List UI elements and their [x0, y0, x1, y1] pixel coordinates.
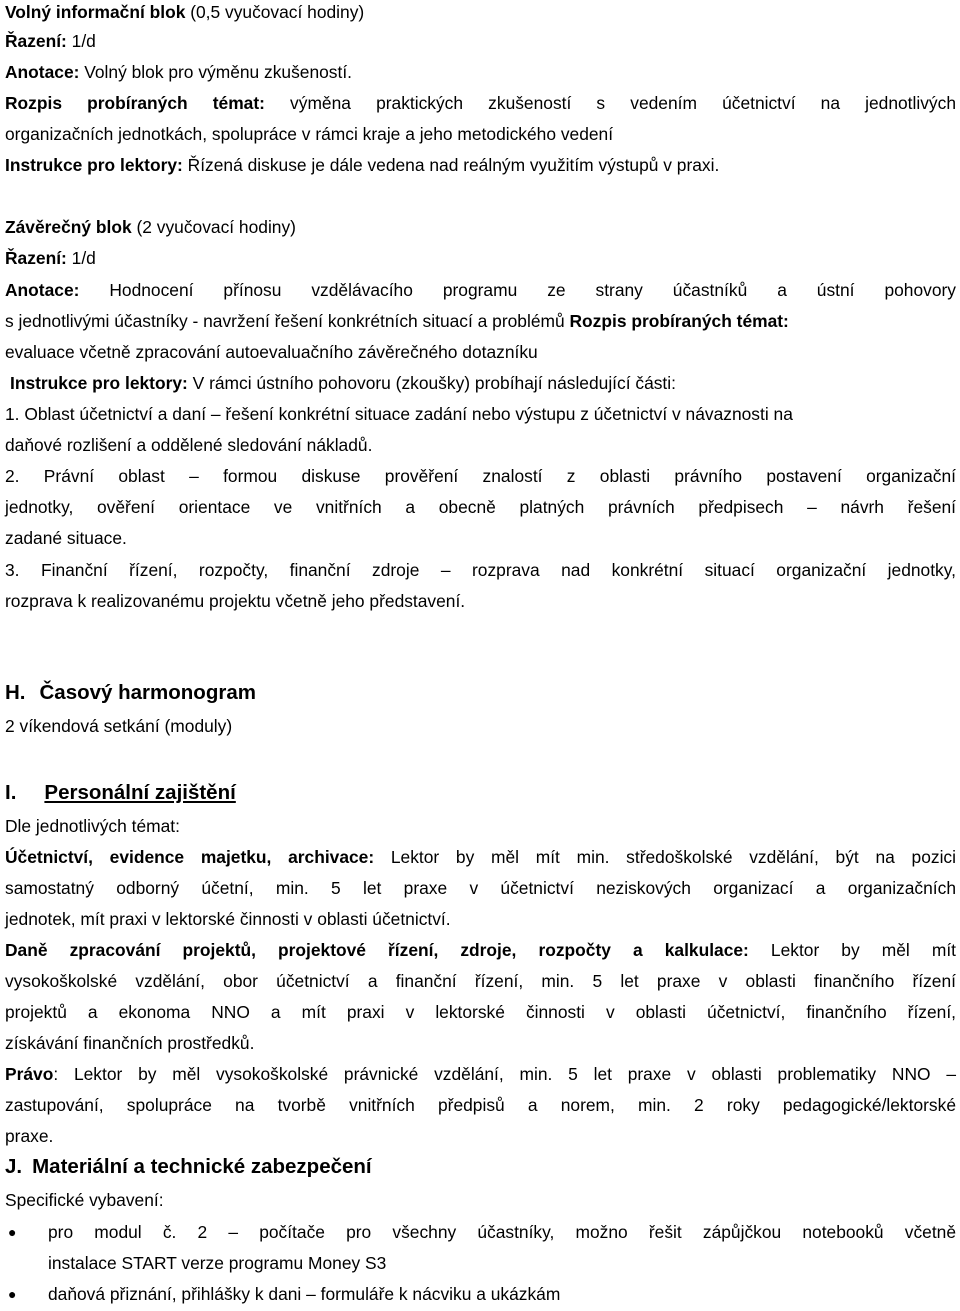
volny-anotace: Anotace: Volný blok pro výměnu zkušeností.	[5, 62, 353, 82]
volny-instrukce: Instrukce pro lektory: Řízená diskuse je dále vedena nad reálným využitím výstupů v praxi.	[5, 155, 720, 175]
section-i-p2-line1: Daně zpracování projektů, projektové řízení, zdroje, rozpočty a kalkulace: Lektor by měl mít	[5, 940, 956, 960]
section-j-heading: J. Materiální a technické zabezpečení	[5, 1155, 372, 1178]
zaverecny-rozpis: evaluace včetně zpracování autoevaluačního závěrečného dotazníku	[5, 342, 538, 362]
volny-block-title: Volný informační blok (0,5 vyučovací hodiny)	[5, 2, 365, 22]
volny-rozpis-line2: organizačních jednotkách, spolupráce v rámci kraje a jeho metodického vedení	[5, 124, 614, 144]
zaverecny-item2-line2: jednotky, ověření orientace ve vnitřních a obecně platných právních předpisech – návrh řešení	[5, 497, 956, 517]
section-j-bullet1-line1: pro modul č. 2 – počítače pro všechny účastníky, možno řešit zápůjčkou notebooků včetně	[48, 1222, 956, 1242]
bullet-icon: ●	[8, 1286, 17, 1302]
section-i-intro: Dle jednotlivých témat:	[5, 816, 180, 836]
zaverecny-block-title: Závěrečný blok (2 vyučovací hodiny)	[5, 217, 296, 237]
section-i-p3-line2: zastupování, spolupráce na tvorbě vnitřních předpisů a norem, min. 2 roky pedagogické/lektorské	[5, 1095, 956, 1115]
section-i-p1-line1: Účetnictví, evidence majetku, archivace: Lektor by měl mít min. středoškolské vzdělání, být na pozici	[5, 847, 956, 867]
section-i-p1-line2: samostatný odborný účetní, min. 5 let praxe v účetnictví neziskových organizací a organizačních	[5, 878, 956, 898]
zaverecny-item2-line3: zadané situace.	[5, 528, 127, 548]
section-i-p2-line2: vysokoškolské vzdělání, obor účetnictví a finanční řízení, min. 5 let praxe v oblasti finančního řízení	[5, 971, 956, 991]
section-i-heading: I. Personální zajištění	[5, 781, 236, 804]
zaverecny-item1-line1: 1. Oblast účetnictví a daní – řešení konkrétní situace zadání nebo výstupu z účetnictví v návaznosti na	[5, 404, 793, 424]
zaverecny-item1-line2: daňové rozlišení a oddělené sledování nákladů.	[5, 435, 373, 455]
section-i-p1-line3: jednotek, mít praxi v lektorské činnosti v oblasti účetnictví.	[5, 909, 451, 929]
section-h-text: 2 víkendová setkání (moduly)	[5, 716, 233, 736]
zaverecny-item3-line2: rozprava k realizovanému projektu včetně jeho představení.	[5, 591, 466, 611]
zaverecny-item2-line1: 2. Právní oblast – formou diskuse prověření znalostí z oblasti právního postavení organizační	[5, 466, 956, 486]
section-i-p2-line3: projektů a ekonoma NNO a mít praxi v lektorské činnosti v oblasti účetnictví, finančního řízení,	[5, 1002, 956, 1022]
section-j-bullet1-line2: instalace START verze programu Money S3	[48, 1253, 387, 1273]
volny-razeni: Řazení: 1/d	[5, 31, 96, 51]
section-h-heading: H. Časový harmonogram	[5, 681, 256, 704]
section-j-intro: Specifické vybavení:	[5, 1190, 164, 1210]
bullet-icon: ●	[8, 1224, 17, 1240]
zaverecny-razeni: Řazení: 1/d	[5, 248, 96, 268]
volny-rozpis-line1: Rozpis probíraných témat: výměna praktických zkušeností s vedením účetnictví na jednotlivých	[5, 93, 956, 113]
zaverecny-anotace-line1: Anotace: Hodnocení přínosu vzdělávacího programu ze strany účastníků a ústní pohovory	[5, 280, 956, 300]
section-j-bullet2: daňová přiznání, přihlášky k dani – formuláře k nácviku a ukázkám	[48, 1284, 561, 1304]
zaverecny-item3-line1: 3. Finanční řízení, rozpočty, finanční zdroje – rozprava nad konkrétní situací organizační jednotky,	[5, 560, 956, 580]
section-i-p3-line1: Právo: Lektor by měl vysokoškolské právnické vzdělání, min. 5 let praxe v oblasti problematiky NNO –	[5, 1064, 956, 1084]
section-i-p3-line3: praxe.	[5, 1126, 54, 1146]
zaverecny-anotace-line2: s jednotlivými účastníky - navržení řešení konkrétních situací a problémů Rozpis probíraných témat:	[5, 311, 789, 331]
section-i-p2-line4: získávání finančních prostředků.	[5, 1033, 255, 1053]
zaverecny-instrukce: Instrukce pro lektory: V rámci ústního pohovoru (zkoušky) probíhají následující části:	[10, 373, 676, 393]
